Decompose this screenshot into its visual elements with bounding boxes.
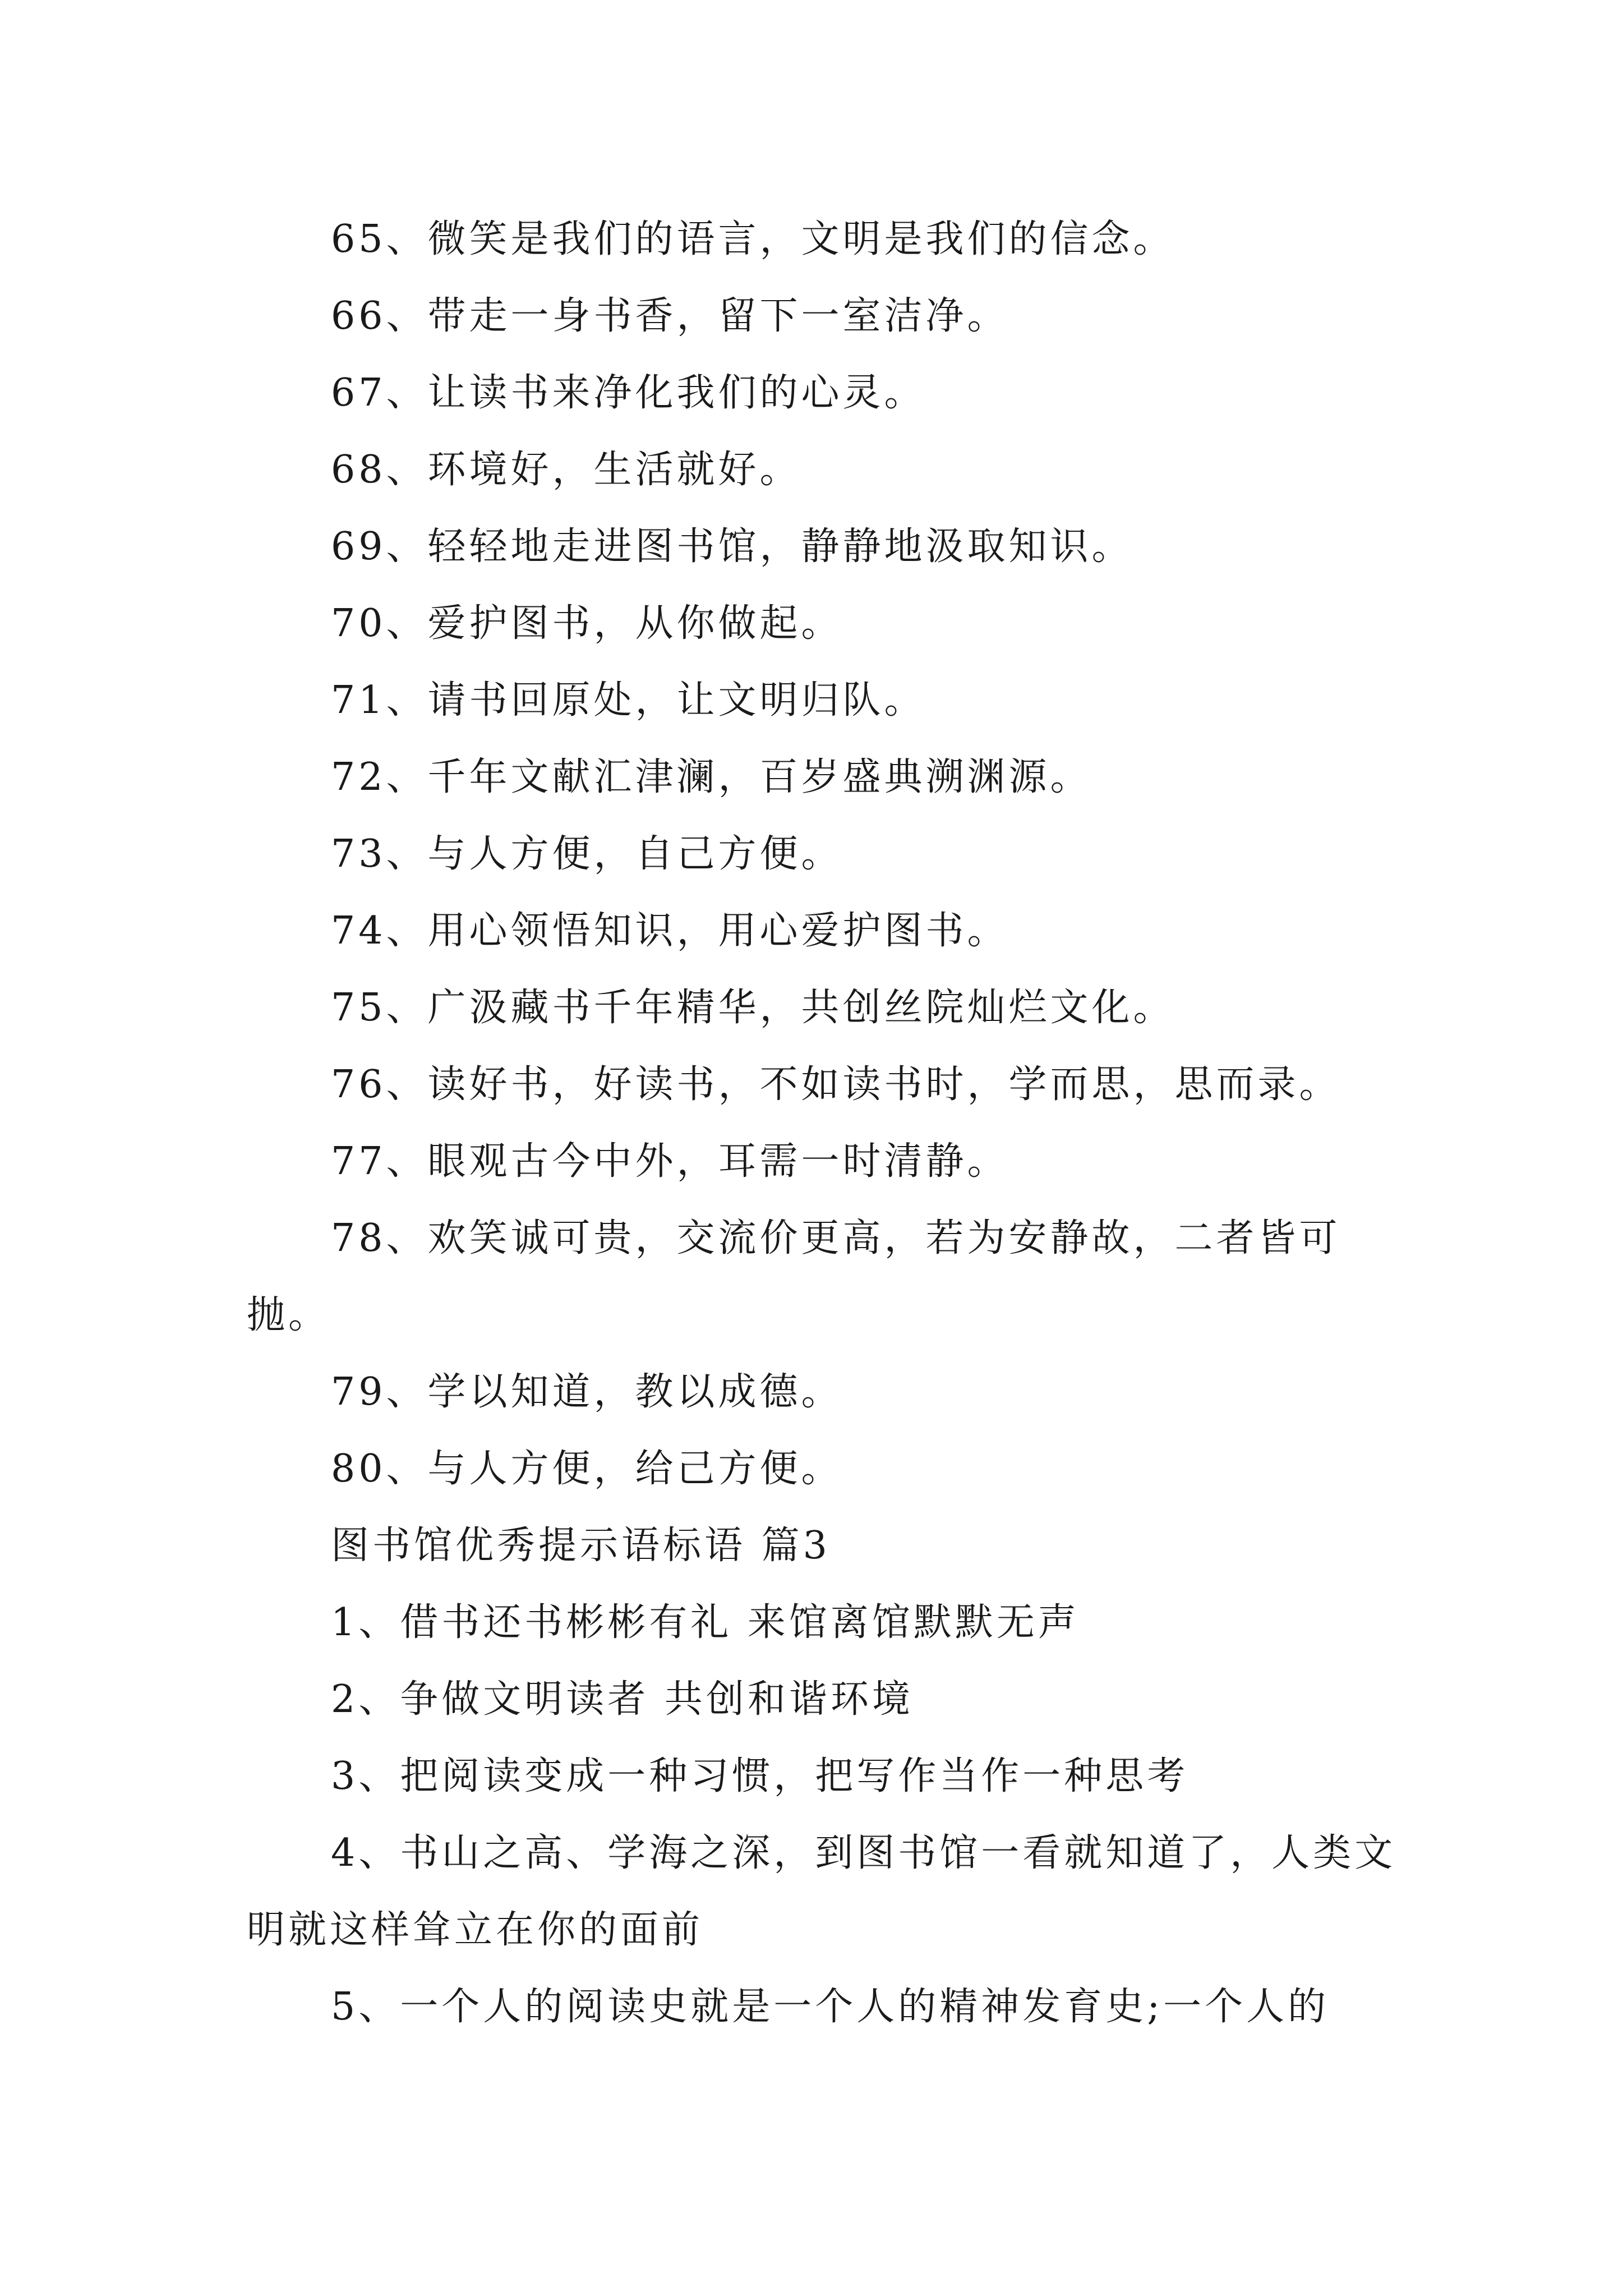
- paragraph-77: 77、眼观古今中外，耳需一时清静。: [331, 1139, 1009, 1184]
- paragraph-3: 3、把阅读变成一种习惯，把写作当作一种思考: [331, 1754, 1189, 1798]
- paragraph-67: 67、让读书来净化我们的心灵。: [331, 371, 926, 415]
- paragraph-70: 70、爱护图书，从你做起。: [331, 601, 843, 646]
- paragraph-4: 4、书山之高、学海之深，到图书馆一看就知道了，人类文明就这样耸立在你的面前: [247, 1831, 1396, 1952]
- paragraph-73: 73、与人方便，自己方便。: [331, 832, 843, 876]
- paragraph-71: 71、请书回原处，让文明归队。: [331, 678, 926, 723]
- paragraph-69: 69、轻轻地走进图书馆，静静地汲取知识。: [331, 524, 1133, 569]
- paragraph-78: 78、欢笑诚可贵，交流价更高，若为安静故，二者皆可抛。: [247, 1216, 1341, 1337]
- paragraph-79: 79、学以知道，教以成德。: [331, 1370, 843, 1414]
- paragraph-72: 72、千年文献汇津澜，百岁盛典溯渊源。: [331, 755, 1092, 799]
- paragraph-1: 1、借书还书彬彬有礼 来馆离馆默默无声: [331, 1600, 1080, 1645]
- document-body: [247, 201, 1402, 2045]
- paragraph-66: 66、带走一身书香，留下一室洁净。: [331, 294, 1009, 338]
- paragraph-76: 76、读好书，好读书，不如读书时，学而思，思而录。: [331, 1062, 1341, 1107]
- paragraph-5: 5、一个人的阅读史就是一个人的精神发育史;一个人的: [331, 1985, 1330, 2029]
- paragraph-2: 2、争做文明读者 共创和谐环境: [331, 1677, 914, 1722]
- section-heading: 图书馆优秀提示语标语 篇3: [331, 1524, 831, 1568]
- paragraph-74: 74、用心领悟知识，用心爱护图书。: [331, 909, 1009, 953]
- paragraph-65: 65、微笑是我们的语言，文明是我们的信念。: [331, 217, 1175, 261]
- paragraph-68: 68、环境好，生活就好。: [331, 448, 801, 492]
- paragraph-80: 80、与人方便，给己方便。: [331, 1447, 843, 1491]
- paragraph-75: 75、广汲藏书千年精华，共创丝院灿烂文化。: [331, 986, 1175, 1030]
